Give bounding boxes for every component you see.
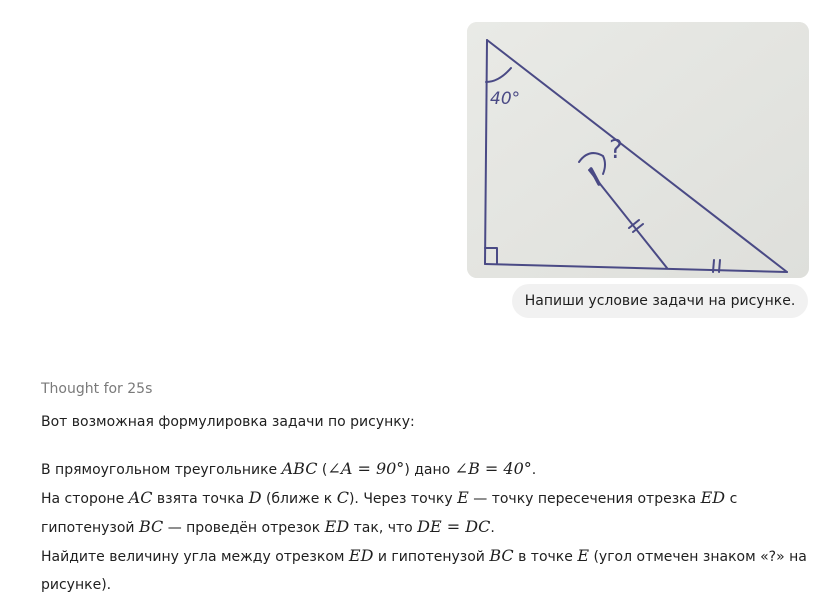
math-expression: AC bbox=[128, 488, 153, 507]
math-expression: D bbox=[248, 488, 262, 507]
assistant-answer bbox=[41, 455, 816, 599]
thought-duration-label[interactable]: Thought for 25s bbox=[41, 381, 153, 397]
text-fragment: (угол отмечен знаком «?» на рисунке). bbox=[41, 549, 807, 593]
triangle-drawing bbox=[467, 22, 809, 278]
tick-mark-dc-2 bbox=[719, 260, 720, 272]
math-expression: ED bbox=[324, 517, 350, 536]
text-fragment: В прямоугольном треугольнике bbox=[41, 462, 282, 478]
math-expression: DE = DC bbox=[417, 517, 491, 536]
math-expression: ∠A = 90° bbox=[327, 459, 405, 478]
answer-line-3 bbox=[41, 542, 816, 599]
math-expression: ∠B = 40° bbox=[454, 459, 532, 478]
text-fragment: На стороне bbox=[41, 491, 129, 507]
assistant-intro-text: Вот возможная формулировка задачи по рисунку: bbox=[41, 414, 415, 430]
text-fragment: ( bbox=[317, 462, 328, 478]
text-fragment: взята точка bbox=[152, 491, 249, 507]
text-fragment: Найдите величину угла между отрезком bbox=[41, 549, 349, 565]
paper-background bbox=[467, 22, 809, 278]
angle-label-40: 40° bbox=[490, 89, 521, 109]
text-fragment: . bbox=[531, 462, 537, 478]
text-fragment: так, что bbox=[349, 520, 418, 536]
math-expression: C bbox=[336, 488, 349, 507]
math-expression: BC bbox=[138, 517, 164, 536]
text-fragment: ). Через точку bbox=[348, 491, 458, 507]
math-expression: E bbox=[457, 488, 469, 507]
math-expression: ED bbox=[700, 488, 726, 507]
math-expression: ABC bbox=[281, 459, 318, 478]
text-fragment: (ближе к bbox=[261, 491, 337, 507]
text-fragment: с гипотенузой bbox=[41, 491, 738, 536]
math-expression: E bbox=[577, 546, 589, 565]
text-fragment: и гипотенузой bbox=[373, 549, 490, 565]
user-message-bubble: Напиши условие задачи на рисунке. bbox=[512, 284, 808, 318]
text-fragment: — проведён отрезок bbox=[163, 520, 325, 536]
math-expression: ED bbox=[348, 546, 374, 565]
answer-line-2 bbox=[41, 484, 816, 542]
math-expression: BC bbox=[489, 546, 514, 565]
text-fragment: в точке bbox=[513, 549, 578, 565]
text-fragment: — точку пересечения отрезка bbox=[468, 491, 701, 507]
text-fragment: . bbox=[490, 520, 495, 536]
attached-image[interactable] bbox=[467, 22, 809, 278]
answer-line-1 bbox=[41, 455, 816, 484]
text-fragment: ) дано bbox=[404, 462, 455, 478]
tick-mark-dc bbox=[713, 260, 714, 272]
question-mark-label: ? bbox=[609, 135, 623, 165]
